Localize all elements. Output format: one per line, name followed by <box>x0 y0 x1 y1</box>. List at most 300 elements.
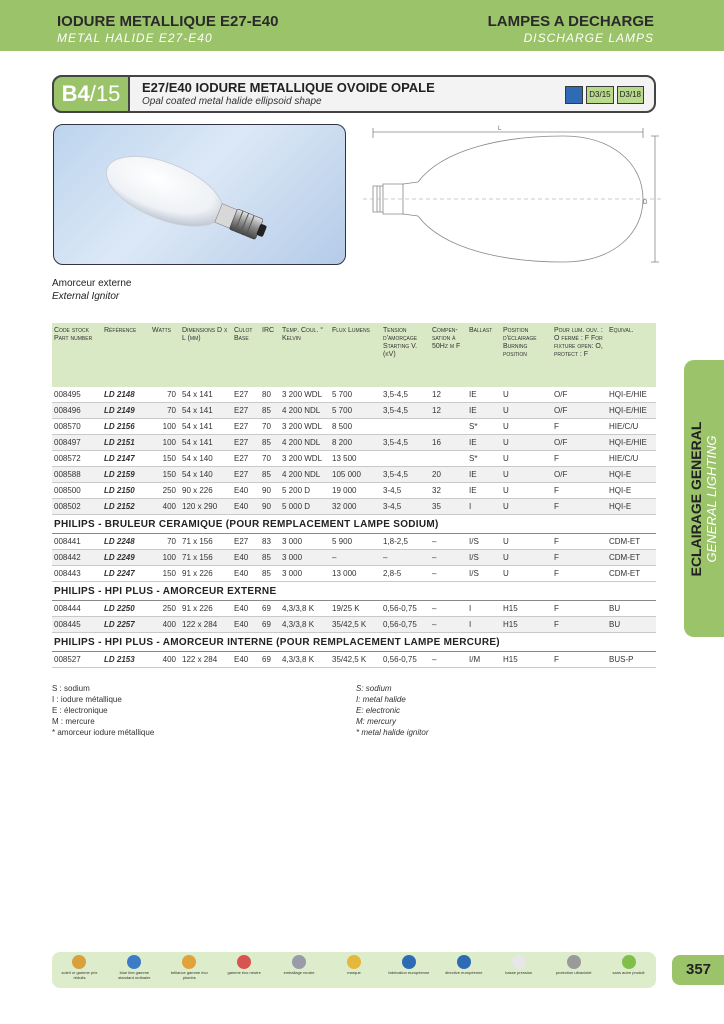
column-header: Watts <box>150 323 180 387</box>
table-cell: H15 <box>501 617 552 633</box>
table-cell: 122 x 284 <box>180 652 232 668</box>
table-cell: 70 <box>260 419 280 435</box>
table-row <box>52 403 656 419</box>
table-cell: 69 <box>260 601 280 617</box>
table-cell: IE <box>467 403 501 419</box>
table-cell: IE <box>467 467 501 483</box>
footer-item <box>111 955 157 980</box>
footer-item-label: marque <box>347 970 361 975</box>
catalog-square-icon <box>565 86 583 104</box>
section-title: PHILIPS - BRULEUR CERAMIQUE (POUR REMPLACEMENT LAMPE SODIUM) <box>52 515 656 534</box>
table-cell: I <box>467 499 501 515</box>
footer-item-label: brillance gamme éco plombs <box>170 970 208 980</box>
table-row <box>52 652 656 668</box>
table-row <box>52 435 656 451</box>
table-cell: 80 <box>260 387 280 403</box>
table-cell: LD 2147 <box>102 451 150 467</box>
table-cell: 20 <box>430 467 467 483</box>
table-cell: LD 2149 <box>102 403 150 419</box>
table-row <box>52 617 656 633</box>
page-number: 357 <box>686 961 712 978</box>
table-cell: E40 <box>232 550 260 566</box>
table-cell: HIE/C/U <box>607 419 656 435</box>
lamp-photo <box>53 124 346 265</box>
table-cell: 13 000 <box>330 566 381 582</box>
table-cell: LD 2152 <box>102 499 150 515</box>
footer-item <box>56 955 102 980</box>
table-cell: I/S <box>467 534 501 550</box>
table-cell: I/S <box>467 566 501 582</box>
table-cell: U <box>501 483 552 499</box>
table-cell: 150 <box>150 467 180 483</box>
legend-item: I: metal halide <box>356 695 406 704</box>
footer-item-label: soleil or gamme prix réduits <box>61 970 98 980</box>
table-cell: 5 200 D <box>280 483 330 499</box>
table-row <box>52 419 656 435</box>
table-cell: 69 <box>260 652 280 668</box>
footer-badge-icon <box>457 955 471 969</box>
table-cell: F <box>552 601 607 617</box>
table-cell: – <box>430 534 467 550</box>
table-row <box>52 534 656 550</box>
table-cell: F <box>552 451 607 467</box>
table-cell: 0,56-0,75 <box>381 601 430 617</box>
column-header: Référence <box>102 323 150 387</box>
table-cell: 35/42,5 K <box>330 652 381 668</box>
table-cell: 54 x 141 <box>180 403 232 419</box>
table-cell: 3 000 <box>280 550 330 566</box>
ignitor-fr: Amorceur externe <box>52 278 132 289</box>
table-cell: 400 <box>150 652 180 668</box>
footer-badge-icon <box>512 955 526 969</box>
table-cell: 19/25 K <box>330 601 381 617</box>
table-cell: 90 <box>260 483 280 499</box>
section-title: PHILIPS - HPI PLUS - AMORCEUR INTERNE (POUR REMPLACEMENT LAMPE MERCURE) <box>52 633 656 652</box>
table-cell: E40 <box>232 617 260 633</box>
table-cell: 85 <box>260 467 280 483</box>
footer-item-label: basse pression <box>505 970 533 975</box>
table-cell: 54 x 141 <box>180 435 232 451</box>
column-header: Position d'éclairage Burning position <box>501 323 552 387</box>
table-cell: 3,5-4,5 <box>381 387 430 403</box>
table-cell: 100 <box>150 435 180 451</box>
table-cell: – <box>430 601 467 617</box>
table-cell: E40 <box>232 601 260 617</box>
table-cell: 70 <box>150 403 180 419</box>
column-header: Dimensions D x L (mm) <box>180 323 232 387</box>
table-cell: 100 <box>150 550 180 566</box>
table-cell: 19 000 <box>330 483 381 499</box>
table-cell: 12 <box>430 387 467 403</box>
table-cell: 54 x 140 <box>180 451 232 467</box>
table-cell: – <box>381 550 430 566</box>
table-cell: 69 <box>260 617 280 633</box>
table-cell: 54 x 141 <box>180 387 232 403</box>
product-badges <box>565 86 644 104</box>
side-tab-fr: ECLAIRAGE GENERAL <box>688 421 704 576</box>
table-cell: F <box>552 652 607 668</box>
table-cell: 3 200 WDL <box>280 419 330 435</box>
table-cell: I <box>467 617 501 633</box>
footer-item-label: sans autre produit <box>612 970 645 975</box>
spec-table-body <box>52 387 656 668</box>
table-section-row <box>52 515 656 534</box>
table-cell: 35/42,5 K <box>330 617 381 633</box>
dimension-drawing-icon <box>363 124 663 274</box>
table-cell: E27 <box>232 403 260 419</box>
table-row <box>52 483 656 499</box>
table-cell: LD 2148 <box>102 387 150 403</box>
table-cell: HQI-E <box>607 467 656 483</box>
table-cell: 122 x 284 <box>180 617 232 633</box>
table-cell: 54 x 141 <box>180 419 232 435</box>
table-row <box>52 550 656 566</box>
table-section-row <box>52 582 656 601</box>
footer-item <box>166 955 212 980</box>
table-cell: 008502 <box>52 499 102 515</box>
table-cell <box>381 419 430 435</box>
header-right-subtitle: DISCHARGE LAMPS <box>523 31 654 45</box>
table-cell: O/F <box>552 387 607 403</box>
table-row <box>52 601 656 617</box>
column-header: Pour lum. ouv. : O fermé : F For fixture open: O, protect : F <box>552 323 607 387</box>
table-cell: 150 <box>150 451 180 467</box>
footer-item-label: emballage neutre <box>283 970 315 975</box>
table-cell: 3-4,5 <box>381 483 430 499</box>
table-section-row <box>52 633 656 652</box>
table-cell: 90 <box>260 499 280 515</box>
table-cell: 32 <box>430 483 467 499</box>
side-tab-en: GENERAL LIGHTING <box>704 435 719 562</box>
product-code-main: B4 <box>61 81 90 106</box>
legend-item: M : mercure <box>52 717 95 726</box>
table-cell: LD 2159 <box>102 467 150 483</box>
table-cell: 70 <box>260 451 280 467</box>
table-cell: CDM-ET <box>607 566 656 582</box>
legend-item: S: sodium <box>356 684 392 693</box>
table-cell: E27 <box>232 451 260 467</box>
table-cell: 1,8-2,5 <box>381 534 430 550</box>
side-tab-text <box>689 421 719 576</box>
footer-item <box>386 955 432 975</box>
footer-badge-icon <box>292 955 306 969</box>
table-cell: E40 <box>232 652 260 668</box>
table-cell: 3 000 <box>280 566 330 582</box>
table-cell: BUS-P <box>607 652 656 668</box>
table-cell: HIE/C/U <box>607 451 656 467</box>
table-cell: 91 x 226 <box>180 601 232 617</box>
table-cell: E27 <box>232 467 260 483</box>
table-cell: LD 2250 <box>102 601 150 617</box>
table-cell: 008588 <box>52 467 102 483</box>
table-cell: 85 <box>260 550 280 566</box>
table-cell: E40 <box>232 499 260 515</box>
lamp-bulb-icon <box>54 125 345 264</box>
table-cell: 4,3/3,8 K <box>280 652 330 668</box>
table-cell: 250 <box>150 601 180 617</box>
table-cell: – <box>430 550 467 566</box>
table-cell: E27 <box>232 435 260 451</box>
table-cell: 85 <box>260 403 280 419</box>
table-cell: 008497 <box>52 435 102 451</box>
footer-item <box>276 955 322 975</box>
table-cell: 91 x 226 <box>180 566 232 582</box>
table-cell: 008527 <box>52 652 102 668</box>
footer-item <box>606 955 652 975</box>
legend-item: I : iodure métallique <box>52 695 122 704</box>
legend-item: * metal halide ignitor <box>356 728 429 737</box>
table-cell: 83 <box>260 534 280 550</box>
badge-d3-15: D3/15 <box>586 86 613 104</box>
table-cell: 0,56-0,75 <box>381 652 430 668</box>
table-cell: E40 <box>232 483 260 499</box>
header-right-title: LAMPES A DECHARGE <box>487 13 654 30</box>
table-cell <box>430 419 467 435</box>
table-row <box>52 566 656 582</box>
table-cell: 32 000 <box>330 499 381 515</box>
product-title-bar <box>52 75 656 113</box>
table-cell: BU <box>607 601 656 617</box>
table-cell: 3 000 <box>280 534 330 550</box>
footer-item <box>441 955 487 975</box>
table-cell: – <box>430 652 467 668</box>
table-cell: F <box>552 566 607 582</box>
section-title: PHILIPS - HPI PLUS - AMORCEUR EXTERNE <box>52 582 656 601</box>
table-row <box>52 451 656 467</box>
legend-english <box>356 683 428 738</box>
table-cell: 008500 <box>52 483 102 499</box>
footer-badge-icon <box>237 955 251 969</box>
table-cell: LD 2249 <box>102 550 150 566</box>
product-title: E27/E40 IODURE METALLIQUE OVOIDE OPALE <box>142 80 435 95</box>
table-cell: 3 200 WDL <box>280 451 330 467</box>
table-cell: U <box>501 467 552 483</box>
table-cell: 008496 <box>52 403 102 419</box>
table-cell: E27 <box>232 387 260 403</box>
table-cell: 90 x 226 <box>180 483 232 499</box>
footer-badge-icon <box>622 955 636 969</box>
table-cell: 71 x 156 <box>180 550 232 566</box>
column-header: Tension d'amorçage Starting V. (kV) <box>381 323 430 387</box>
table-cell: LD 2247 <box>102 566 150 582</box>
table-cell: F <box>552 550 607 566</box>
footer-item-label: protection ultraviolet <box>555 970 592 975</box>
table-cell: 250 <box>150 483 180 499</box>
header-left-title: IODURE METALLIQUE E27-E40 <box>57 13 279 30</box>
header-left <box>57 13 278 45</box>
table-cell: 008572 <box>52 451 102 467</box>
table-cell: U <box>501 451 552 467</box>
table-cell: 13 500 <box>330 451 381 467</box>
table-cell: 35 <box>430 499 467 515</box>
table-cell <box>430 451 467 467</box>
table-cell: LD 2248 <box>102 534 150 550</box>
product-subtitle: Opal coated metal halide ellipsoid shape <box>142 96 322 107</box>
table-cell: HQI-E/HIE <box>607 435 656 451</box>
table-cell: IE <box>467 435 501 451</box>
table-cell: HQI-E <box>607 483 656 499</box>
table-cell: 16 <box>430 435 467 451</box>
footer-item-label: directive européenne <box>445 970 483 975</box>
table-cell: U <box>501 534 552 550</box>
table-cell: LD 2156 <box>102 419 150 435</box>
table-cell: BU <box>607 617 656 633</box>
table-cell: 5 900 <box>330 534 381 550</box>
table-cell: F <box>552 483 607 499</box>
table-cell: 3,5-4,5 <box>381 467 430 483</box>
table-cell: 4,3/3,8 K <box>280 617 330 633</box>
product-code-sub: /15 <box>89 81 121 106</box>
table-cell: U <box>501 550 552 566</box>
table-cell: S* <box>467 451 501 467</box>
table-cell: HQI-E <box>607 499 656 515</box>
drawing-diameter-label: D <box>643 200 648 206</box>
table-cell: LD 2153 <box>102 652 150 668</box>
table-cell: 105 000 <box>330 467 381 483</box>
legend-item: E: electronic <box>356 706 401 715</box>
table-cell: LD 2257 <box>102 617 150 633</box>
table-cell: 400 <box>150 499 180 515</box>
column-header: Flux Lumens <box>330 323 381 387</box>
badge-d3-18: D3/18 <box>617 86 644 104</box>
footer-item <box>496 955 542 975</box>
table-cell: 70 <box>150 387 180 403</box>
column-header: Culot Base <box>232 323 260 387</box>
table-cell: LD 2151 <box>102 435 150 451</box>
table-cell: E27 <box>232 419 260 435</box>
table-cell: O/F <box>552 403 607 419</box>
table-cell: U <box>501 387 552 403</box>
table-cell: 5 000 D <box>280 499 330 515</box>
legend-item: S : sodium <box>52 684 90 693</box>
table-cell: – <box>430 617 467 633</box>
table-cell: S* <box>467 419 501 435</box>
footer-item-label: fabrication européenne <box>388 970 430 975</box>
column-header: Ballast <box>467 323 501 387</box>
table-cell: CDM-ET <box>607 534 656 550</box>
column-header: Code stock Part number <box>52 323 102 387</box>
drawing-length-label: L <box>498 126 502 132</box>
table-row <box>52 387 656 403</box>
table-cell: 3,5-4,5 <box>381 435 430 451</box>
table-cell: I/S <box>467 550 501 566</box>
table-cell: HQI-E/HIE <box>607 403 656 419</box>
footer-badge-icon <box>182 955 196 969</box>
table-cell: 150 <box>150 566 180 582</box>
table-cell: F <box>552 534 607 550</box>
table-cell: O/F <box>552 435 607 451</box>
table-cell: 0,56-0,75 <box>381 617 430 633</box>
table-cell: U <box>501 499 552 515</box>
table-cell: F <box>552 419 607 435</box>
lamp-technical-drawing <box>363 124 663 274</box>
footer-item <box>331 955 377 975</box>
ignitor-note <box>52 277 131 303</box>
footer-badge-icon <box>402 955 416 969</box>
table-cell: 008442 <box>52 550 102 566</box>
table-cell: H15 <box>501 652 552 668</box>
table-cell: 3,5-4,5 <box>381 403 430 419</box>
table-cell: 85 <box>260 435 280 451</box>
table-cell: 008444 <box>52 601 102 617</box>
column-header: Temp. Coul. ° Kelvin <box>280 323 330 387</box>
table-cell: 008441 <box>52 534 102 550</box>
legend-french <box>52 683 154 738</box>
footer-icon-bar <box>52 952 656 988</box>
table-cell: IE <box>467 387 501 403</box>
table-cell: H15 <box>501 601 552 617</box>
table-cell: 70 <box>150 534 180 550</box>
table-cell: I/M <box>467 652 501 668</box>
footer-item-label: blue line gamme standard ordinaire <box>118 970 151 980</box>
table-cell: F <box>552 499 607 515</box>
table-cell: 85 <box>260 566 280 582</box>
table-cell: 2,8-5 <box>381 566 430 582</box>
header-left-subtitle: METAL HALIDE E27-E40 <box>57 31 213 45</box>
table-cell: 54 x 140 <box>180 467 232 483</box>
legend-item: * amorceur iodure métallique <box>52 728 155 737</box>
table-cell: 008570 <box>52 419 102 435</box>
table-cell: 008443 <box>52 566 102 582</box>
footer-badge-icon <box>127 955 141 969</box>
legend-item: M: mercury <box>356 717 396 726</box>
table-cell: 5 700 <box>330 403 381 419</box>
column-header: Equival. <box>607 323 656 387</box>
table-cell: 71 x 156 <box>180 534 232 550</box>
table-cell: – <box>430 566 467 582</box>
table-cell: 120 x 290 <box>180 499 232 515</box>
product-code-badge <box>52 75 130 113</box>
table-cell: E27 <box>232 534 260 550</box>
footer-badge-icon <box>72 955 86 969</box>
table-cell: 12 <box>430 403 467 419</box>
spec-table-header <box>52 323 656 387</box>
table-cell: U <box>501 435 552 451</box>
footer-item <box>221 955 267 975</box>
footer-item-label: gamme éco neutre <box>227 970 261 975</box>
column-header: Compen-sation à 50Hz µ F <box>430 323 467 387</box>
table-cell <box>381 451 430 467</box>
legend-item: E : électronique <box>52 706 108 715</box>
spec-table <box>52 323 656 668</box>
footer-badge-icon <box>567 955 581 969</box>
table-cell: HQI-E/HIE <box>607 387 656 403</box>
table-cell: 5 700 <box>330 387 381 403</box>
table-cell: 4 200 NDL <box>280 435 330 451</box>
header-band <box>0 0 724 51</box>
table-cell: 4 200 NDL <box>280 403 330 419</box>
table-cell: 4,3/3,8 K <box>280 601 330 617</box>
table-cell: 3 200 WDL <box>280 387 330 403</box>
table-row <box>52 499 656 515</box>
section-side-tab <box>684 360 724 637</box>
table-cell: 8 200 <box>330 435 381 451</box>
table-cell: LD 2150 <box>102 483 150 499</box>
footer-badge-icon <box>347 955 361 969</box>
ignitor-en: External Ignitor <box>52 291 120 302</box>
table-cell: – <box>330 550 381 566</box>
table-cell: U <box>501 419 552 435</box>
table-cell: I <box>467 601 501 617</box>
footer-item <box>551 955 597 975</box>
table-cell: U <box>501 403 552 419</box>
table-cell: 8 500 <box>330 419 381 435</box>
table-cell: U <box>501 566 552 582</box>
table-cell: 4 200 NDL <box>280 467 330 483</box>
table-cell: E40 <box>232 566 260 582</box>
table-cell: 100 <box>150 419 180 435</box>
header-right <box>488 13 654 45</box>
